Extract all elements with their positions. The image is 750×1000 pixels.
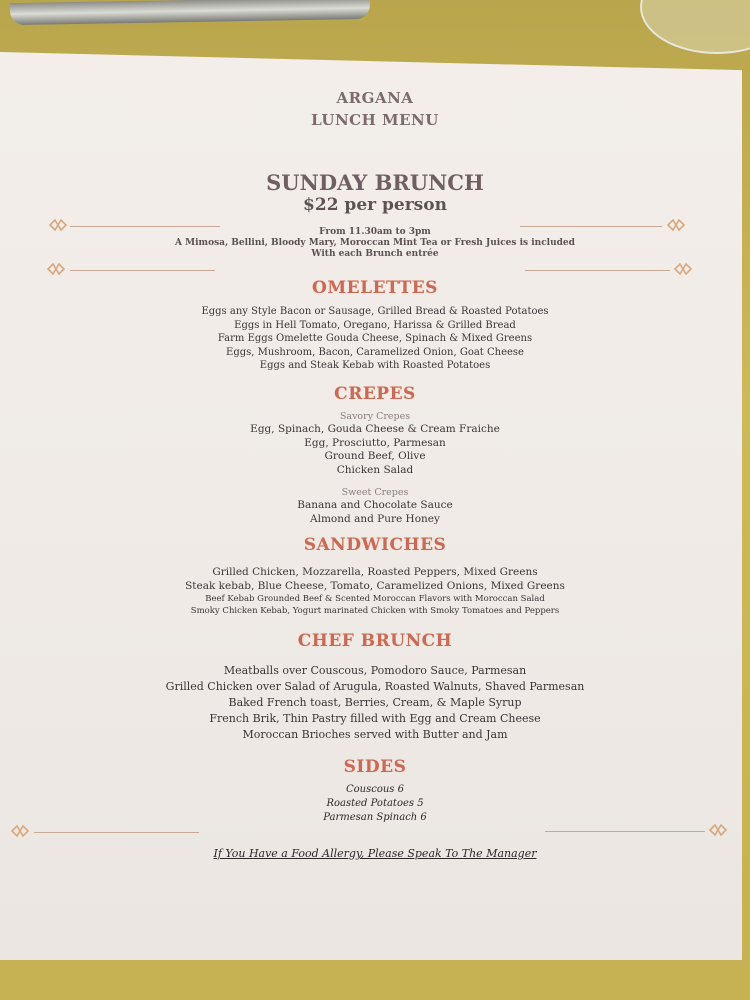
section-title-chef-brunch: CHEF BRUNCH bbox=[297, 631, 453, 651]
crepes-list bbox=[0, 410, 750, 526]
menu-item: Steak kebab, Blue Cheese, Tomato, Caramelized Onions, Mixed Greens bbox=[185, 579, 565, 592]
menu-item: Banana and Chocolate Sauce bbox=[297, 499, 453, 511]
knot-ornament-icon bbox=[46, 262, 66, 276]
menu-item: French Brik, Thin Pastry filled with Egg and Cream Cheese bbox=[209, 712, 541, 725]
knot-ornament-icon bbox=[708, 823, 728, 837]
menu-item: Eggs and Steak Kebab with Roasted Potatoes bbox=[259, 360, 491, 371]
brunch-headline: SUNDAY BRUNCH bbox=[266, 170, 484, 195]
divider-line bbox=[34, 832, 199, 833]
omelettes-list bbox=[0, 305, 750, 373]
section-title-sandwiches: SANDWICHES bbox=[303, 535, 447, 555]
sides-list bbox=[0, 783, 750, 825]
section-title-omelettes: OMELETTES bbox=[312, 278, 438, 298]
menu-item: Almond and Pure Honey bbox=[310, 512, 440, 525]
brunch-price: $22 per person bbox=[303, 195, 447, 215]
chef-brunch-list bbox=[0, 663, 750, 743]
section-title-crepes: CREPES bbox=[334, 384, 416, 404]
divider-line bbox=[70, 226, 220, 227]
brunch-notes bbox=[0, 227, 750, 260]
menu-item: Grilled Chicken, Mozzarella, Roasted Peppers, Mixed Greens bbox=[212, 566, 538, 578]
menu-item: Egg, Prosciutto, Parmesan bbox=[304, 436, 446, 449]
divider-line bbox=[545, 831, 705, 832]
menu-item: Baked French toast, Berries, Cream, & Maple Syrup bbox=[228, 696, 522, 709]
menu-item: Egg, Spinach, Gouda Cheese & Cream Fraiche bbox=[250, 423, 500, 435]
knot-ornament-icon bbox=[10, 824, 30, 838]
menu-item: Roasted Potatoes 5 bbox=[326, 798, 424, 809]
crepes-sweet-label: Sweet Crepes bbox=[341, 487, 409, 498]
allergy-note: If You Have a Food Allergy, Please Speak To The Manager bbox=[213, 847, 537, 860]
note-line: A Mimosa, Bellini, Bloody Mary, Moroccan Mint Tea or Fresh Juices is included bbox=[175, 238, 575, 248]
menu-item: Eggs, Mushroom, Bacon, Caramelized Onion, Goat Cheese bbox=[226, 346, 524, 358]
menu-item: Beef Kebab Grounded Beef & Scented Moroccan Flavors with Moroccan Salad bbox=[205, 594, 545, 604]
section-title-sides: SIDES bbox=[343, 757, 407, 777]
knot-ornament-icon bbox=[48, 218, 68, 232]
knot-ornament-icon bbox=[673, 262, 693, 276]
divider-line bbox=[525, 270, 670, 271]
menu-item: Eggs any Style Bacon or Sausage, Grilled Bread & Roasted Potatoes bbox=[201, 306, 549, 317]
menu-item: Farm Eggs Omelette Gouda Cheese, Spinach & Mixed Greens bbox=[217, 333, 533, 344]
menu-item: Parmesan Spinach 6 bbox=[323, 812, 427, 823]
divider-line bbox=[520, 226, 662, 227]
restaurant-name: ARGANA bbox=[336, 89, 414, 107]
note-line: From 11.30am to 3pm bbox=[319, 227, 431, 237]
sandwiches-list bbox=[0, 566, 750, 617]
menu-item: Meatballs over Couscous, Pomodoro Sauce, Parmesan bbox=[223, 664, 527, 677]
menu-item: Moroccan Brioches served with Butter and Jam bbox=[242, 728, 508, 741]
note-line: With each Brunch entrée bbox=[311, 249, 439, 259]
menu-item: Smoky Chicken Kebab, Yogurt marinated Chicken with Smoky Tomatoes and Peppers bbox=[190, 606, 560, 616]
menu-item: Couscous 6 bbox=[346, 784, 404, 795]
menu-name: LUNCH MENU bbox=[311, 111, 439, 129]
crepes-savory-label: Savory Crepes bbox=[339, 411, 411, 422]
knot-ornament-icon bbox=[666, 218, 686, 232]
divider-line bbox=[70, 270, 215, 271]
menu-item: Chicken Salad bbox=[336, 463, 414, 476]
menu-item: Grilled Chicken over Salad of Arugula, Roasted Walnuts, Shaved Parmesan bbox=[165, 680, 585, 693]
menu-item: Eggs in Hell Tomato, Oregano, Harissa & Grilled Bread bbox=[234, 319, 516, 331]
menu-item: Ground Beef, Olive bbox=[324, 450, 426, 462]
